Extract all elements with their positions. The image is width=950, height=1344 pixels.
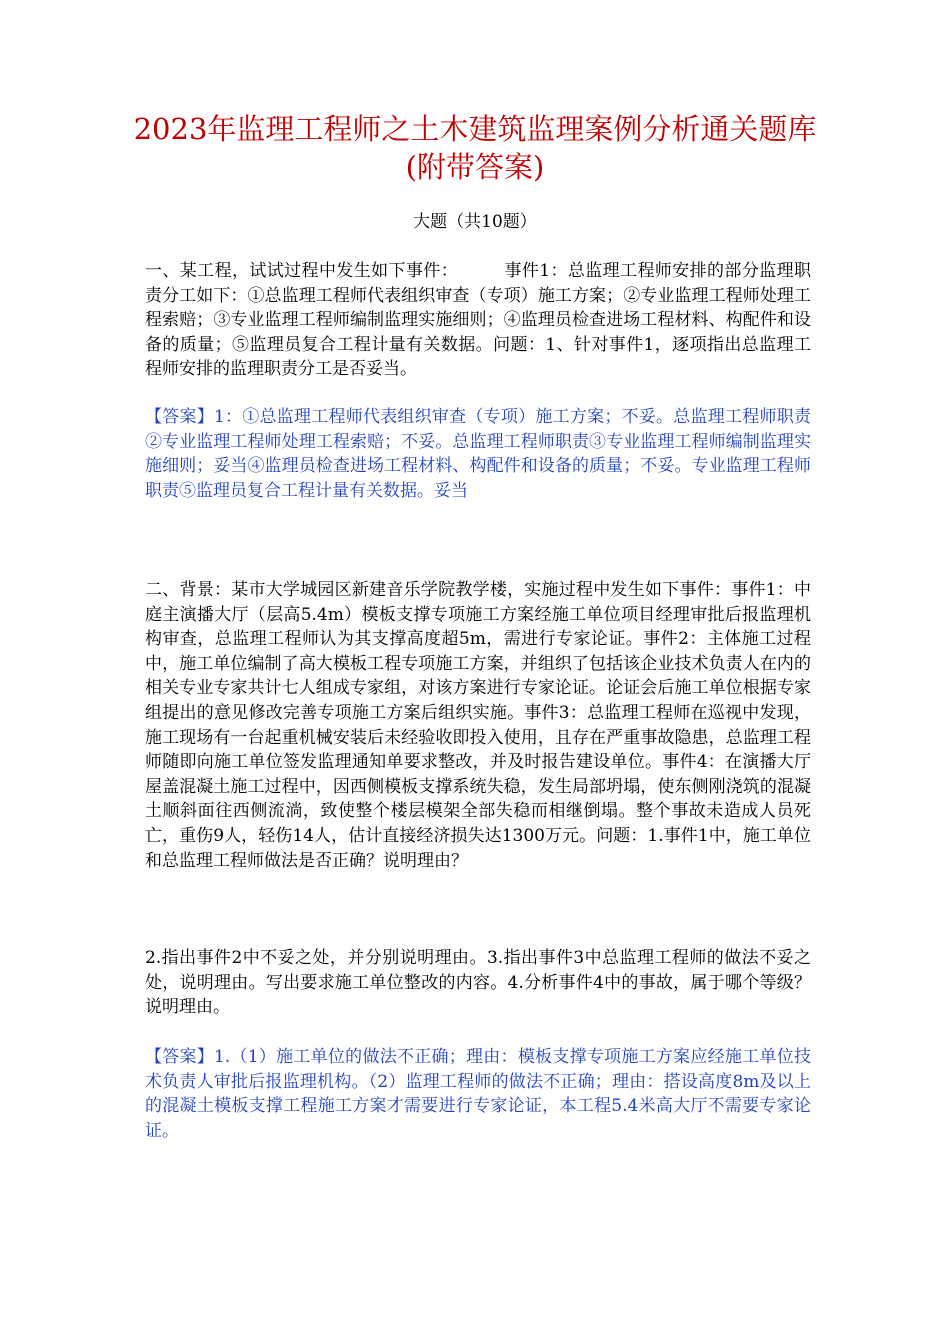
question-2-text-continued: 2.指出事件2中不妥之处，并分别说明理由。3.指出事件3中总监理工程师的做法不妥之处，说明理由。写出要求施工单位整改的内容。4.分析事件4中的事故，属于哪个等级？说明理由。 xyxy=(145,948,811,1018)
question-2-text: 二、背景：某市大学城园区新建音乐学院教学楼，实施过程中发生如下事件：事件1：中庭主演播大厅（层高5.4m）模板支撑专项施工方案经施工单位项目经理审批后报监理机构审查，总监理工程师认为其支撑高度超5m，需进行专家论证。事件2：主体施工过程中，施工单位编制了高大模板工程专项施工方案，并组织了包括该企业技术负责人在内的相关专业专家共计七人组成专家组，对该方案进行专家论证。论证会后施工单位根据专家组提出的意见修改完善专项施工方案后组织实施。事件3：总监理工程师在巡视中发现，施工现场有一台起重机械安装后未经验收即投入使用，且存在严重事故隐患，总监理工程师随即向施工单位签发监理通知单要求整改，并及时报告建设单位。事件4：在演播大厅屋盖混凝土施工过程中，因西侧模板支撑系统失稳，发生局部坍塌，使东侧刚浇筑的混凝土顺斜面往西侧流淌，致使整个楼层模架全部失稳而相继倒塌。整个事故未造成人员死亡，重伤9人，轻伤14人，估计直接经济损失达1300万元。问题：1.事件1中，施工单位和总监理工程师做法是否正确？说明理由？ xyxy=(145,580,811,871)
document-title: 2023年监理工程师之土木建筑监理案例分析通关题库(附带答案) xyxy=(133,112,817,184)
question-1-text: 一、某工程，试试过程中发生如下事件： 事件1：总监理工程师安排的部分监理职责分工如下：①总监理工程师代表组织审查（专项）施工方案；②专业监理工程师处理工程索赔；③专业监理工程师编制监理实施细则；④监理员检查进场工程材料、构配件和设备的质量；⑤监理员复合工程计量有关数据。问题：1、针对事件1，逐项指出总监理工程师安排的监理职责分工是否妥当。 xyxy=(145,261,811,380)
question-1-answer: 【答案】1：①总监理工程师代表组织审查（专项）施工方案；不妥。总监理工程师职责②专业监理工程师处理工程索赔；不妥。总监理工程师职责③专业监理工程师编制监理实施细则；妥当④监理员检查进场工程材料、构配件和设备的质量；不妥。专业监理工程师职责⑤监理员复合工程计量有关数据。妥当 xyxy=(145,407,811,501)
question-2-answer: 【答案】1.（1）施工单位的做法不正确；理由：模板支撑专项施工方案应经施工单位技术负责人审批后报监理机构。（2）监理工程师的做法不正确；理由：搭设高度8m及以上的混凝土模板支撑工程施工方案才需要进行专家论证，本工程5.4米高大厅不需要专家论证。 xyxy=(145,1047,811,1141)
section-heading: 大题（共10题） xyxy=(413,212,537,232)
